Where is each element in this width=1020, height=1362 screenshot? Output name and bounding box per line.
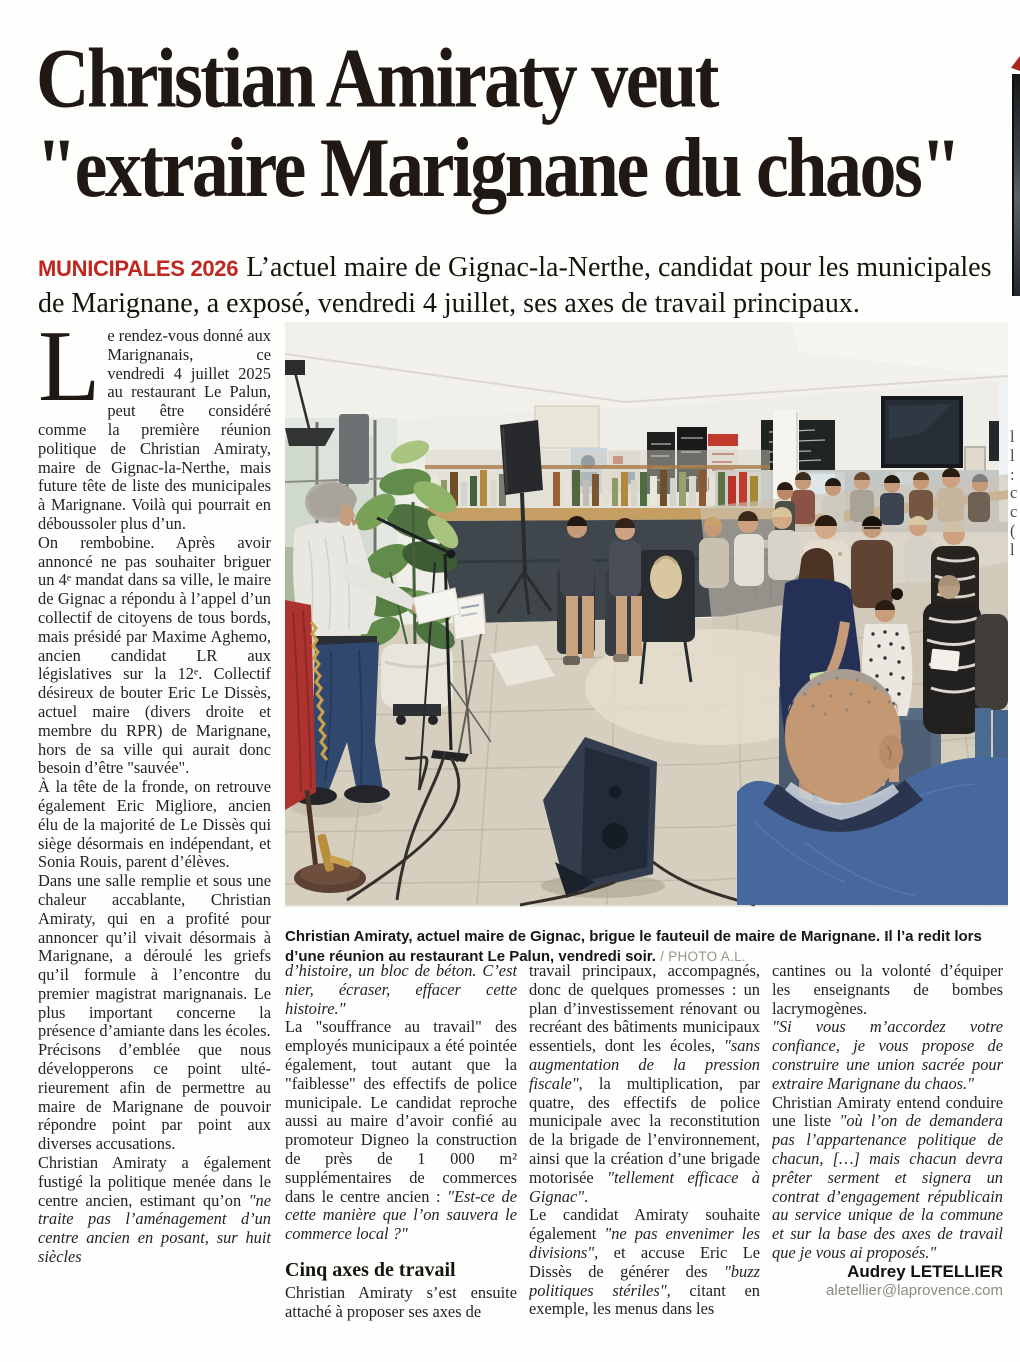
article-photo xyxy=(285,322,1008,907)
byline-email[interactable]: aletellier@laprovence.com xyxy=(826,1281,1003,1299)
article-column-4 xyxy=(772,962,1003,1362)
article-column-3 xyxy=(529,962,760,1362)
drop-cap: L xyxy=(38,327,101,423)
article-paragraph: Précisons d’emblée que nous développerons ce point ultérieurement afin de permettre au maire de Marignane de pouvoir répondre point par point aux diverses accusations. xyxy=(38,1040,271,1154)
adjacent-page-logo-fragment xyxy=(1011,56,1020,71)
article-column-2 xyxy=(285,962,517,1362)
photo-framed-picture xyxy=(965,447,985,471)
headline-line-1: Christian Amiraty veut xyxy=(36,31,717,127)
standfirst xyxy=(38,250,1004,321)
photo-credit: / PHOTO A.L. xyxy=(660,949,746,964)
article-paragraph: "Si vous m’accordez votre confiance, je vous propose de construire une union sacrée pour extraire Marignane du chaos." xyxy=(772,1017,1003,1093)
photo-bottle-shelf xyxy=(425,450,770,508)
article-paragraph: La "souffrance au travail" des employés municipaux a été pointée également, tout autant que la "faiblesse" des effectifs de police municipale. Le candidat reproche aussi au maire d’avoir confié au promoteur Digneo la construction de près de 1 000 m² supplémentaires de commerces dans le centre ancien : "Est-ce de cette manière que l’on sauvera le commerce local ?" xyxy=(285,1017,517,1244)
article-headline xyxy=(36,31,1011,216)
article-paragraph: d’histoire, un bloc de béton. C’est nier, écraser, effacer cette histoire." xyxy=(285,962,517,1018)
photo-caption-text: Christian Amiraty, actuel maire de Gignac, brigue le fauteuil de maire de Marignane. Il l’a redit lors d’une réunion au restaurant Le Palun, vendredi soir. xyxy=(285,928,982,965)
photo-restaurant-scene xyxy=(285,322,1008,907)
photo-curtain xyxy=(339,414,369,484)
byline-author: Audrey LETELLIER xyxy=(847,1261,1003,1281)
article-paragraph: Le candidat Amiraty souhaite également "ne pas envenimer les divisions", et accuse Eric Le Dissès de générer des "buzz politiques stériles", citant en exemple, les menus dans les xyxy=(529,1205,760,1319)
section-kicker: MUNICIPALES 2026 xyxy=(38,256,239,281)
article-column-1 xyxy=(38,327,271,1357)
photo-caption xyxy=(285,927,1008,967)
photo-ac-unit xyxy=(535,406,599,448)
article-paragraph: Christian Amiraty entend conduire une liste "où l’on de demandera pas l’appartenance politique de chacun, […] mais chacun devra prêter serment et signera un contrat d’engagement républicain au service unique de la commune et sur la base des axes de travail que je vous ai proposés." xyxy=(772,1092,1003,1262)
article-paragraph: Christian Amiraty a également fustigé la politique menée dans le centre ancien, estimant qu’on "ne traite pas l’aménagement d’un centre ancien en posant, sur huit siècles xyxy=(38,1153,271,1267)
crosshead: Cinq axes de travail xyxy=(285,1258,456,1281)
article-paragraph: Christian Amiraty s’est ensuite attaché à proposer ses axes de xyxy=(285,1282,517,1321)
article-paragraph: travail principaux, accompagnés, donc de quelques promesses : un plan d’investissement rénovant ou recréant des bâtiments municipaux essentiels, dont les écoles, "sans augmentation de la pression fiscale", la multiplication, par quatre, des effectifs de police municipale avec la reconstitution de la brigade de l’environnement, ainsi que la création d’une brigade motorisée "tellement efficace à Gignac". xyxy=(529,962,760,1206)
article-paragraph: À la tête de la fronde, on retrouve également Eric Migliore, ancien élu de la majorité de Le Dissès qui siège désormais en indépendant, et Sonia Rouis, parent d’élèves. xyxy=(38,777,271,872)
photo-tv-screen xyxy=(883,398,961,466)
article-paragraph: Le rendez-vous donné aux Marignanais, ce vendredi 4 juillet 2025 au restaurant Le Palun, peut être considéré comme la première réunion politique de Christian Amiraty, maire de Gignac-la-Nerthe, mais future tête de liste des municipales à Marignane. Voilà qui pourrait en déboussoler plus d’un. xyxy=(38,327,271,533)
adjacent-page-text-fragment: l l : c c ( l xyxy=(1010,428,1018,559)
headline-line-2: "extraire Marignane du chaos" xyxy=(36,121,959,216)
article-paragraph: cantines ou la volonté d’équiper les enseignants de bombes lacrymogènes. xyxy=(772,962,1003,1018)
standfirst-text: L’actuel maire de Gignac-la-Nerthe, candidat pour les municipales de Marignane, a exposé, vendredi 4 juillet, ses axes de travail principaux. xyxy=(38,252,992,319)
article-paragraph: On rembobine. Après avoir annoncé ne pas souhaiter briguer un 4ᵉ mandat dans sa ville, le maire de Gignac a répondu à l’appel d’un collectif de citoyens de tous bords, mais présidé par Maxime Aghemo, ancien candidat LR aux législatives sur la 12ᵉ. Collectif désireux de bouter Eric Le Dissès, actuel maire (divers droite et membre du RPR) de Marignane, hors de sa ville qui aurait donc besoin d’être "sauvée". xyxy=(38,532,271,778)
article-paragraph: Dans une salle remplie et sous une chaleur accablante, Christian Amiraty, qui en a profité pour annoncer qu’il vivait désormais à Marignane, a déroulé les griefs qu’il formule à l’encontre du premier magistrat marignanais. Le plus important concerne la présence d’amiante dans les écoles. xyxy=(38,871,271,1041)
adjacent-page-photo-fragment xyxy=(1012,74,1020,296)
